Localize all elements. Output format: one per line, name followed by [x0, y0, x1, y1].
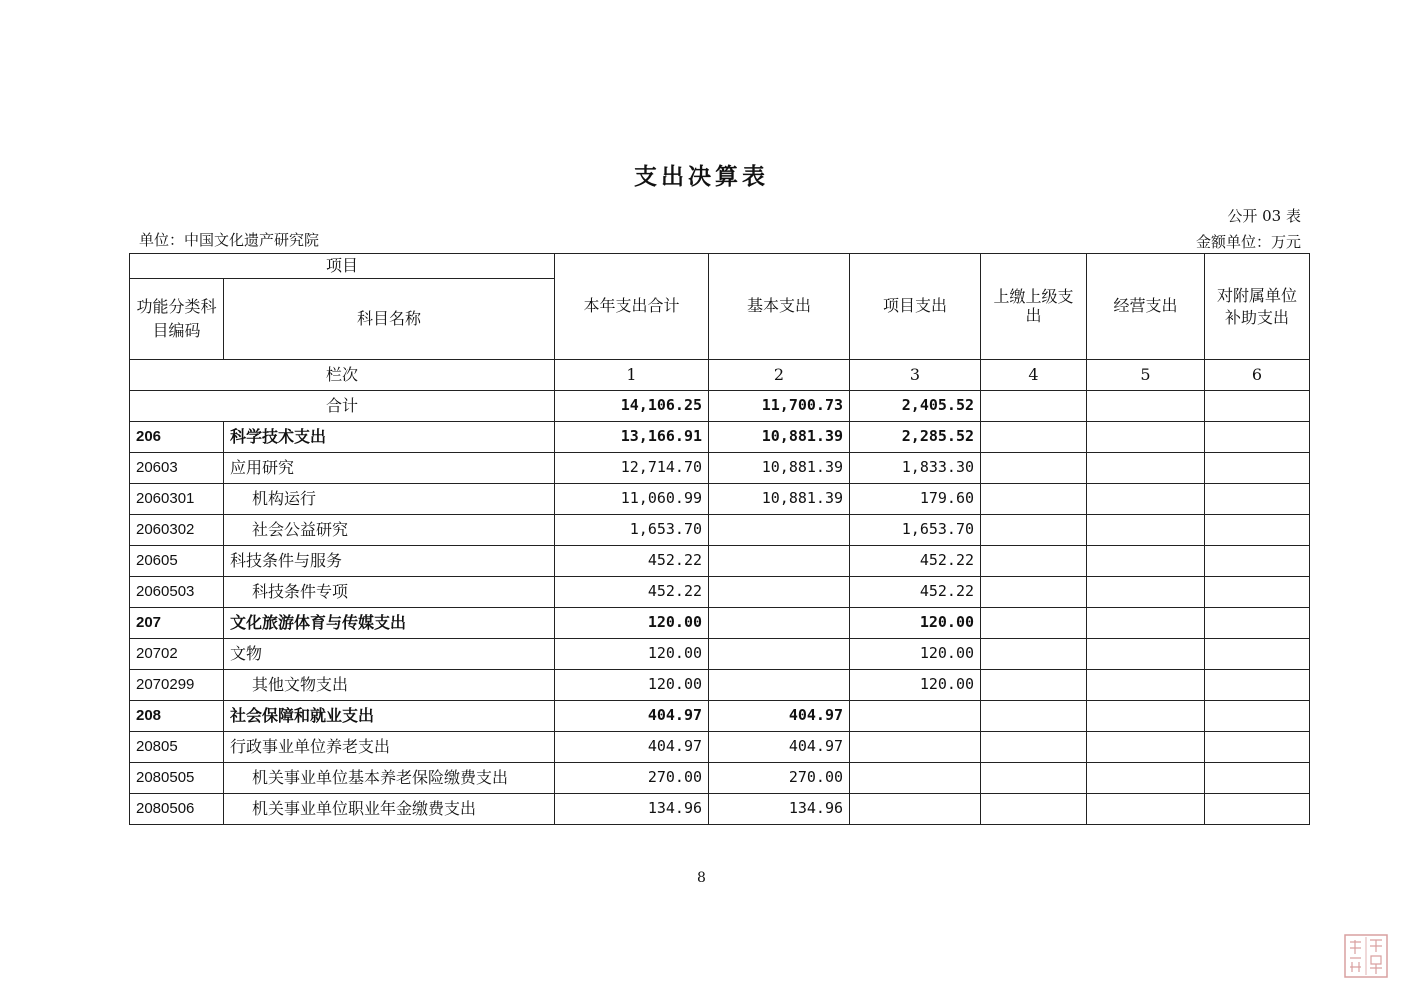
table-row: [130, 608, 1310, 639]
row-name: 应用研究: [224, 453, 555, 484]
row-code: 2060302: [130, 515, 224, 546]
table-row: [130, 763, 1310, 794]
column-index-2: 2: [709, 360, 850, 391]
row-subsidy: [1205, 608, 1310, 639]
table-row: [130, 577, 1310, 608]
row-project: 1,653.70: [850, 515, 981, 546]
row-project: 2,285.52: [850, 422, 981, 453]
row-total: 452.22: [555, 577, 709, 608]
seal-stamp: [1344, 934, 1388, 978]
row-subsidy: [1205, 453, 1310, 484]
row-upper: [981, 422, 1087, 453]
row-basic: [709, 515, 850, 546]
table-row: [130, 732, 1310, 763]
row-subsidy: [1205, 732, 1310, 763]
table-row: [130, 639, 1310, 670]
header-item: 项目: [130, 254, 555, 279]
table-row: [130, 701, 1310, 732]
row-name: 科技条件专项: [224, 577, 555, 608]
row-basic: [709, 639, 850, 670]
row-upper: [981, 484, 1087, 515]
row-basic: [709, 546, 850, 577]
table-row: [130, 453, 1310, 484]
row-business: [1087, 763, 1205, 794]
row-upper: [981, 701, 1087, 732]
row-upper: [981, 732, 1087, 763]
row-basic: 10,881.39: [709, 422, 850, 453]
row-code: 2060503: [130, 577, 224, 608]
row-subsidy: [1205, 515, 1310, 546]
row-upper: [981, 794, 1087, 825]
column-index-6: 6: [1205, 360, 1310, 391]
row-code: 2080506: [130, 794, 224, 825]
row-subsidy: [1205, 670, 1310, 701]
row-basic: [709, 577, 850, 608]
row-code: 206: [130, 422, 224, 453]
row-upper: [981, 608, 1087, 639]
row-upper: [981, 639, 1087, 670]
row-project: 179.60: [850, 484, 981, 515]
row-total: 452.22: [555, 546, 709, 577]
summary-upper: [981, 391, 1087, 422]
summary-label: 合计: [130, 391, 555, 422]
row-business: [1087, 453, 1205, 484]
column-index-4: 4: [981, 360, 1087, 391]
row-name: 其他文物支出: [224, 670, 555, 701]
row-project: [850, 732, 981, 763]
row-basic: 270.00: [709, 763, 850, 794]
table-row: [130, 670, 1310, 701]
row-total: 11,060.99: [555, 484, 709, 515]
row-code: 20702: [130, 639, 224, 670]
row-code: 2070299: [130, 670, 224, 701]
row-total: 404.97: [555, 701, 709, 732]
header-total: 本年支出合计: [555, 254, 709, 360]
row-basic: [709, 608, 850, 639]
row-upper: [981, 546, 1087, 577]
row-code: 207: [130, 608, 224, 639]
header-row-1: [130, 254, 1310, 279]
row-code: 2080505: [130, 763, 224, 794]
row-name: 科学技术支出: [224, 422, 555, 453]
row-total: 404.97: [555, 732, 709, 763]
header-project: 项目支出: [850, 254, 981, 360]
table-row: [130, 484, 1310, 515]
summary-project: 2,405.52: [850, 391, 981, 422]
row-name: 机构运行: [224, 484, 555, 515]
row-subsidy: [1205, 422, 1310, 453]
row-total: 12,714.70: [555, 453, 709, 484]
row-subsidy: [1205, 639, 1310, 670]
row-subsidy: [1205, 701, 1310, 732]
summary-row: [130, 391, 1310, 422]
row-name: 社会公益研究: [224, 515, 555, 546]
row-business: [1087, 608, 1205, 639]
amount-unit: 金额单位：万元: [1195, 233, 1301, 251]
summary-business: [1087, 391, 1205, 422]
row-business: [1087, 515, 1205, 546]
row-code: 2060301: [130, 484, 224, 515]
table-row: [130, 422, 1310, 453]
row-code: 20603: [130, 453, 224, 484]
row-total: 120.00: [555, 639, 709, 670]
row-name: 行政事业单位养老支出: [224, 732, 555, 763]
reporting-unit: 单位：中国文化遗产研究院: [139, 231, 320, 249]
row-upper: [981, 763, 1087, 794]
row-total: 120.00: [555, 670, 709, 701]
expenditure-table: [129, 253, 1310, 825]
row-project: 120.00: [850, 639, 981, 670]
row-basic: 10,881.39: [709, 453, 850, 484]
row-basic: 10,881.39: [709, 484, 850, 515]
summary-total: 14,106.25: [555, 391, 709, 422]
form-number: 公开 03 表: [1227, 207, 1301, 225]
row-total: 134.96: [555, 794, 709, 825]
row-total: 120.00: [555, 608, 709, 639]
row-project: [850, 763, 981, 794]
column-index-row: [130, 360, 1310, 391]
row-subsidy: [1205, 546, 1310, 577]
row-subsidy: [1205, 763, 1310, 794]
row-business: [1087, 484, 1205, 515]
summary-subsidy: [1205, 391, 1310, 422]
row-upper: [981, 453, 1087, 484]
page-title: 支出决算表: [634, 163, 769, 190]
row-name: 文化旅游体育与传媒支出: [224, 608, 555, 639]
row-upper: [981, 515, 1087, 546]
table-row: [130, 794, 1310, 825]
row-code: 20805: [130, 732, 224, 763]
table-row: [130, 546, 1310, 577]
header-subsidy: 对附属单位补助支出: [1205, 254, 1310, 360]
row-name: 机关事业单位职业年金缴费支出: [224, 794, 555, 825]
row-business: [1087, 577, 1205, 608]
row-business: [1087, 670, 1205, 701]
row-subsidy: [1205, 577, 1310, 608]
row-subsidy: [1205, 484, 1310, 515]
row-project: 120.00: [850, 670, 981, 701]
summary-basic: 11,700.73: [709, 391, 850, 422]
table-row: [130, 515, 1310, 546]
row-upper: [981, 670, 1087, 701]
column-index-1: 1: [555, 360, 709, 391]
row-basic: [709, 670, 850, 701]
row-project: [850, 701, 981, 732]
row-name: 科技条件与服务: [224, 546, 555, 577]
row-total: 1,653.70: [555, 515, 709, 546]
row-name: 文物: [224, 639, 555, 670]
row-business: [1087, 732, 1205, 763]
row-total: 13,166.91: [555, 422, 709, 453]
column-index-5: 5: [1087, 360, 1205, 391]
row-basic: 404.97: [709, 732, 850, 763]
header-business: 经营支出: [1087, 254, 1205, 360]
row-project: 120.00: [850, 608, 981, 639]
header-name: 科目名称: [224, 279, 555, 360]
row-business: [1087, 422, 1205, 453]
row-project: 1,833.30: [850, 453, 981, 484]
row-basic: 134.96: [709, 794, 850, 825]
row-upper: [981, 577, 1087, 608]
row-business: [1087, 701, 1205, 732]
header-code: 功能分类科目编码: [130, 279, 224, 360]
row-business: [1087, 639, 1205, 670]
row-code: 20605: [130, 546, 224, 577]
row-name: 社会保障和就业支出: [224, 701, 555, 732]
row-name: 机关事业单位基本养老保险缴费支出: [224, 763, 555, 794]
row-project: 452.22: [850, 546, 981, 577]
row-project: [850, 794, 981, 825]
row-project: 452.22: [850, 577, 981, 608]
row-subsidy: [1205, 794, 1310, 825]
row-basic: 404.97: [709, 701, 850, 732]
column-index-3: 3: [850, 360, 981, 391]
row-business: [1087, 794, 1205, 825]
row-code: 208: [130, 701, 224, 732]
row-business: [1087, 546, 1205, 577]
header-upper: 上缴上级支出: [981, 254, 1087, 360]
header-basic: 基本支出: [709, 254, 850, 360]
page-number: 8: [697, 870, 706, 886]
row-total: 270.00: [555, 763, 709, 794]
column-index-label: 栏次: [130, 360, 555, 391]
